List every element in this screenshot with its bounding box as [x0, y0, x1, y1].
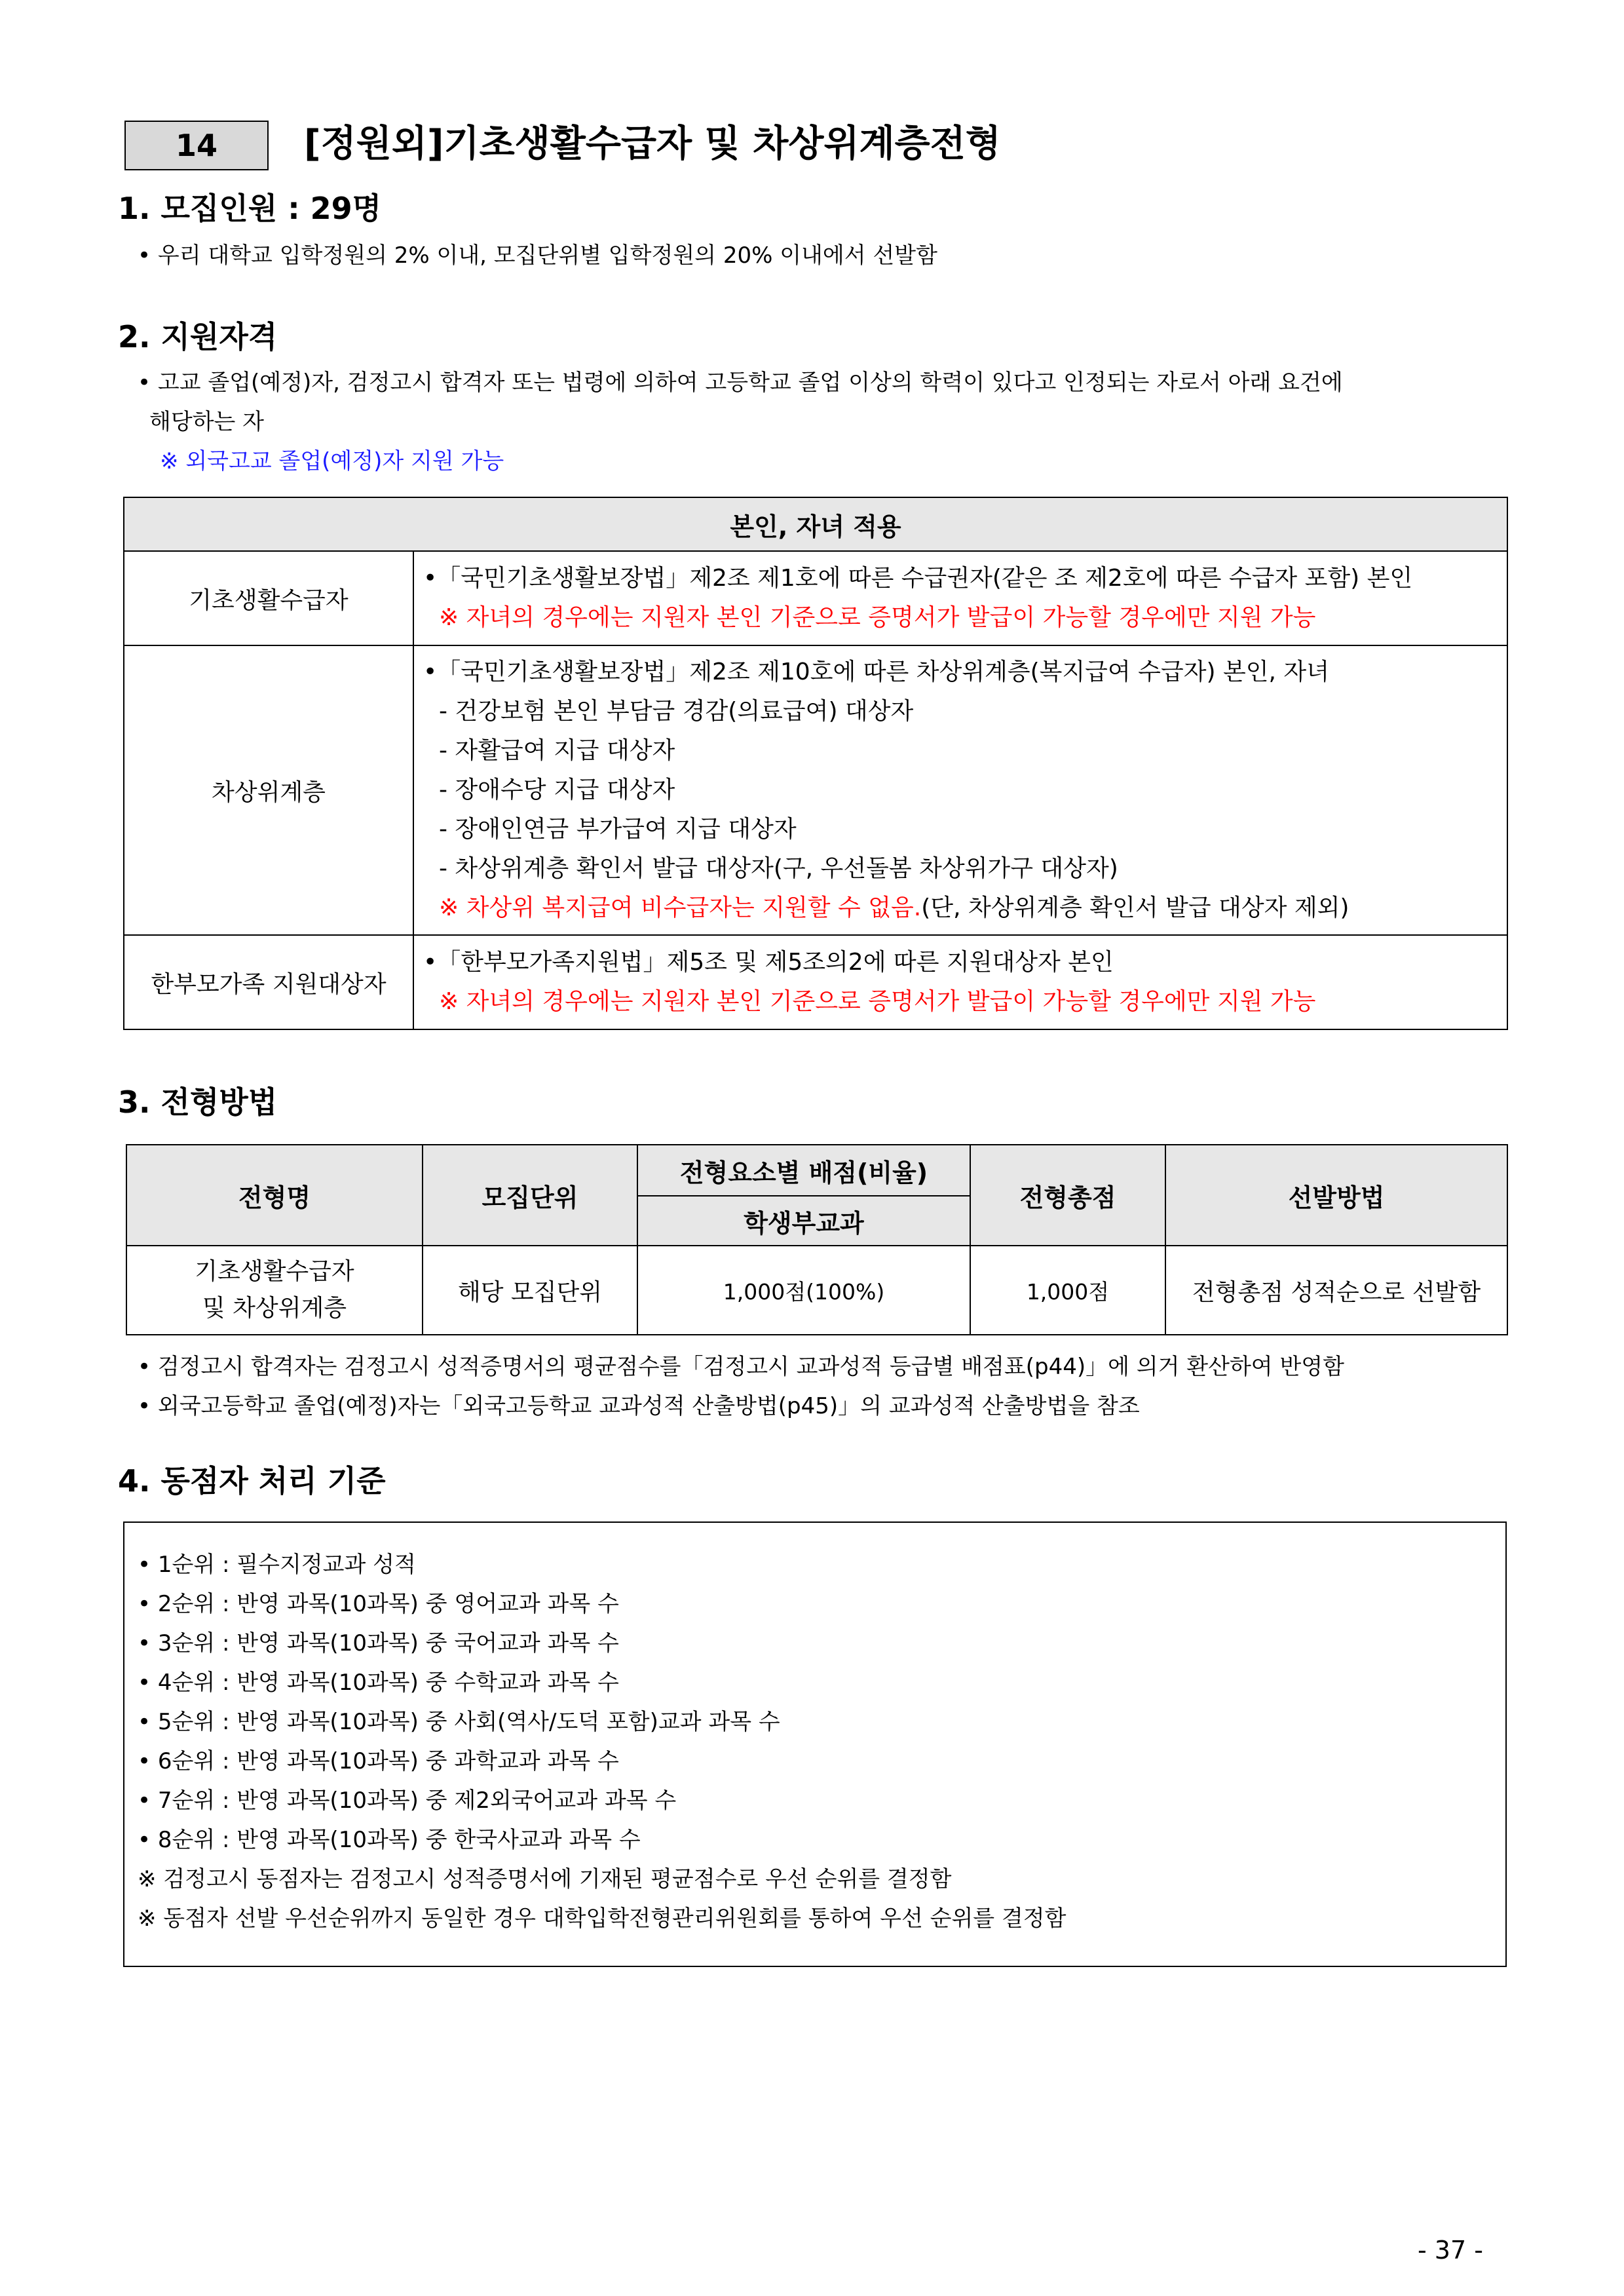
cell-method: 전형총점 성적순으로 선발함 — [1165, 1246, 1507, 1335]
list-item: • 4순위 : 반영 과목(10과목) 중 수학교과 과목 수 — [138, 1670, 619, 1696]
table-row — [124, 935, 1507, 1029]
content-note-exception: (단, 차상위계층 확인서 발급 대상자 제외) — [921, 894, 1350, 921]
section-3-note-1: • 검정고시 합격자는 검정고시 성적증명서의 평균점수를「검정고시 교과성적 등급별 배점표(p44)」에 의거 환산하여 반영함 — [138, 1354, 1344, 1380]
row-label: 차상위계층 — [124, 645, 413, 935]
cell-unit: 해당 모집단위 — [423, 1246, 637, 1335]
content-line: - 자활급여 지급 대상자 — [439, 737, 675, 764]
list-item: ※ 동점자 선발 우선순위까지 동일한 경우 대학입학전형관리위원회를 통하여 우선 순위를 결정함 — [138, 1905, 1067, 1932]
section-2-bullet-cont: 해당하는 자 — [149, 409, 265, 435]
cell-name-line: 기초생활수급자 — [195, 1258, 354, 1285]
row-label: 한부모가족 지원대상자 — [124, 935, 413, 1029]
col-header-unit: 모집단위 — [423, 1145, 637, 1246]
section-2-heading: 2. 지원자격 — [118, 319, 278, 354]
content-line: •「국민기초생활보장법」제2조 제10호에 따른 차상위계층(복지급여 수급자) 본인, 자녀 — [423, 659, 1329, 685]
section-3-note-2: • 외국고등학교 졸업(예정)자는「외국고등학교 교과성적 산출방법(p45)」의 교과성적 산출방법을 참조 — [138, 1393, 1140, 1419]
col-subheader-record: 학생부교과 — [637, 1196, 970, 1246]
page-number: - 37 - — [1418, 2236, 1483, 2265]
list-item: • 5순위 : 반영 과목(10과목) 중 사회(역사/도덕 포함)교과 과목 수 — [138, 1709, 780, 1735]
list-item: • 1순위 : 필수지정교과 성적 — [138, 1552, 416, 1578]
list-item: • 6순위 : 반영 과목(10과목) 중 과학교과 과목 수 — [138, 1748, 619, 1774]
eligibility-table — [123, 497, 1508, 1030]
table-row — [124, 551, 1507, 645]
col-header-name: 전형명 — [126, 1145, 423, 1246]
cell-score: 1,000점(100%) — [637, 1246, 970, 1335]
cell-name-line: 및 차상위계층 — [202, 1295, 347, 1322]
content-line: - 장애수당 지급 대상자 — [439, 776, 675, 803]
cell-name — [126, 1246, 423, 1335]
table-row — [124, 645, 1507, 935]
section-1-heading: 1. 모집인원 : 29명 — [118, 191, 382, 226]
selection-method-table — [126, 1144, 1508, 1335]
content-note: ※ 자녀의 경우에는 지원자 본인 기준으로 증명서가 발급이 가능할 경우에만 지원 가능 — [439, 604, 1316, 631]
content-line: - 건강보험 본인 부담금 경감(의료급여) 대상자 — [439, 698, 914, 725]
cell-total: 1,000점 — [970, 1246, 1165, 1335]
page-title: [정원외]기초생활수급자 및 차상위계층전형 — [304, 123, 1001, 165]
section-4-heading: 4. 동점자 처리 기준 — [118, 1463, 386, 1499]
content-line: •「국민기초생활보장법」제2조 제1호에 따른 수급권자(같은 조 제2호에 따른 수급자 포함) 본인 — [423, 565, 1413, 592]
list-item: ※ 검정고시 동점자는 검정고시 성적증명서에 기재된 평균점수로 우선 순위를 결정함 — [138, 1866, 952, 1892]
col-header-total: 전형총점 — [970, 1145, 1165, 1246]
content-line: - 차상위계층 확인서 발급 대상자(구, 우선돌봄 차상위가구 대상자) — [439, 855, 1118, 882]
list-item: • 7순위 : 반영 과목(10과목) 중 제2외국어교과 과목 수 — [138, 1788, 677, 1814]
row-content — [413, 645, 1507, 935]
row-content — [413, 935, 1507, 1029]
col-header-score: 전형요소별 배점(비율) — [637, 1145, 970, 1196]
section-1-bullet: • 우리 대학교 입학정원의 2% 이내, 모집단위별 입학정원의 20% 이내에서 선발함 — [138, 242, 937, 269]
section-3-heading: 3. 전형방법 — [118, 1084, 278, 1120]
table-row — [126, 1246, 1507, 1335]
row-content — [413, 551, 1507, 645]
section-2-bullet: • 고교 졸업(예정)자, 검정고시 합격자 또는 법령에 의하여 고등학교 졸업 이상의 학력이 있다고 인정되는 자로서 아래 요건에 — [138, 370, 1343, 396]
content-line: - 장애인연금 부가급여 지급 대상자 — [439, 816, 797, 843]
list-item: • 3순위 : 반영 과목(10과목) 중 국어교과 과목 수 — [138, 1630, 619, 1656]
list-item: • 2순위 : 반영 과목(10과목) 중 영어교과 과목 수 — [138, 1591, 619, 1617]
content-note — [423, 889, 1507, 928]
row-label: 기초생활수급자 — [124, 551, 413, 645]
content-note-red: ※ 차상위 복지급여 비수급자는 지원할 수 없음. — [439, 894, 922, 921]
content-note: ※ 자녀의 경우에는 지원자 본인 기준으로 증명서가 발급이 가능할 경우에만 지원 가능 — [439, 988, 1316, 1015]
section-number-badge: 14 — [124, 121, 269, 170]
tiebreak-box — [123, 1521, 1507, 1967]
eligibility-table-header: 본인, 자녀 적용 — [124, 497, 1507, 551]
foreign-school-note: ※ 외국고교 졸업(예정)자 지원 가능 — [160, 448, 504, 474]
content-line: •「한부모가족지원법」제5조 및 제5조의2에 따른 지원대상자 본인 — [423, 949, 1114, 976]
list-item: • 8순위 : 반영 과목(10과목) 중 한국사교과 과목 수 — [138, 1827, 641, 1853]
col-header-method: 선발방법 — [1165, 1145, 1507, 1246]
